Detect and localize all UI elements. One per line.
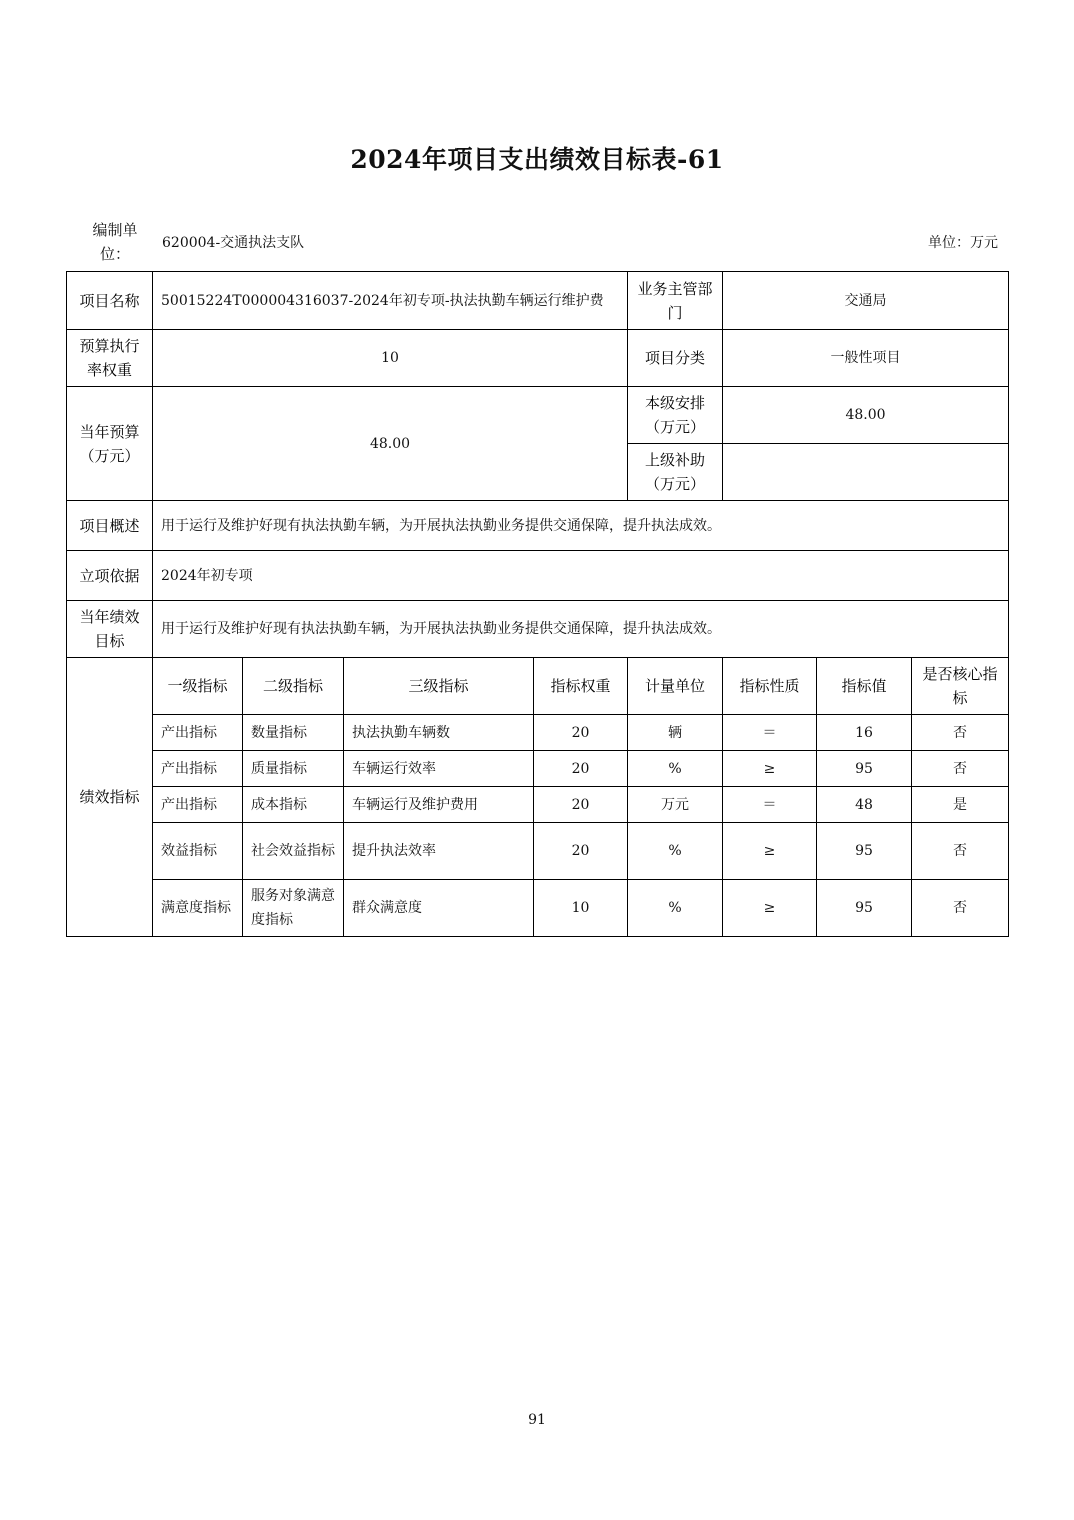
nature-cell: ＝ [723,787,817,823]
col-header-level3: 三级指标 [344,658,534,715]
row-goal [67,601,1009,658]
level2-cell: 服务对象满意度指标 [243,880,344,937]
project-name-label: 项目名称 [67,272,153,330]
col-header-core: 是否核心指标 [912,658,1009,715]
subsidy-label: 上级补助（万元） [628,444,723,501]
level2-cell: 社会效益指标 [243,823,344,880]
page-title: 2024年项目支出绩效目标表-61 [350,145,724,174]
page-number: 91 [528,1412,546,1428]
local-value: 48.00 [723,387,1009,444]
col-header-value: 指标值 [817,658,912,715]
indicator-row [67,880,1009,937]
core-cell: 否 [912,751,1009,787]
annual-budget-value: 48.00 [153,387,628,501]
row-basis [67,551,1009,601]
core-cell: 否 [912,715,1009,751]
weight-cell: 20 [534,751,628,787]
subsidy-value [723,444,1009,501]
level1-cell: 产出指标 [153,715,243,751]
currency-unit: 单位：万元 [928,235,998,251]
basis-value: 2024年初专项 [153,551,1009,601]
goal-value: 用于运行及维护好现有执法执勤车辆，为开展执法执勤业务提供交通保障，提升执法成效。 [153,601,1009,658]
budget-weight-value: 10 [153,330,628,387]
level3-cell: 执法执勤车辆数 [344,715,534,751]
level1-cell: 效益指标 [153,823,243,880]
indicator-header-row [67,658,1009,715]
dept-value: 交通局 [723,272,1009,330]
row-budget-weight [67,330,1009,387]
unit-cell: % [628,751,723,787]
annual-budget-label: 当年预算（万元） [67,387,153,501]
nature-cell: ＝ [723,715,817,751]
goal-label: 当年绩效目标 [67,601,153,658]
nature-cell: ≥ [723,751,817,787]
unit-name: 620004-交通执法支队 [162,235,305,251]
unit-cell: 万元 [628,787,723,823]
unit-cell: % [628,823,723,880]
nature-cell: ≥ [723,880,817,937]
level1-cell: 满意度指标 [153,880,243,937]
level1-cell: 产出指标 [153,787,243,823]
unit-label: 编制单位： [92,221,138,263]
value-cell: 48 [817,787,912,823]
level3-cell: 车辆运行及维护费用 [344,787,534,823]
indicator-row [67,751,1009,787]
core-cell: 是 [912,787,1009,823]
level1-cell: 产出指标 [153,751,243,787]
indicator-row [67,823,1009,880]
level3-cell: 群众满意度 [344,880,534,937]
weight-cell: 20 [534,715,628,751]
unit-cell: % [628,880,723,937]
col-header-nature: 指标性质 [723,658,817,715]
col-header-level1: 一级指标 [153,658,243,715]
overview-label: 项目概述 [67,501,153,551]
value-cell: 95 [817,823,912,880]
col-header-level2: 二级指标 [243,658,344,715]
category-label: 项目分类 [628,330,723,387]
level2-cell: 成本指标 [243,787,344,823]
level2-cell: 质量指标 [243,751,344,787]
value-cell: 95 [817,751,912,787]
category-value: 一般性项目 [723,330,1009,387]
value-cell: 16 [817,715,912,751]
budget-weight-label: 预算执行率权重 [67,330,153,387]
col-header-weight: 指标权重 [534,658,628,715]
project-name-value: 50015224T000004316037-2024年初专项-执法执勤车辆运行维护费 [153,272,628,330]
value-cell: 95 [817,880,912,937]
col-header-unit: 计量单位 [628,658,723,715]
indicators-section-label: 绩效指标 [67,658,153,937]
level2-cell: 数量指标 [243,715,344,751]
performance-target-table [66,271,1009,937]
indicator-row [67,715,1009,751]
row-overview [67,501,1009,551]
level3-cell: 提升执法效率 [344,823,534,880]
weight-cell: 20 [534,823,628,880]
row-project-name [67,272,1009,330]
local-label: 本级安排（万元） [628,387,723,444]
basis-label: 立项依据 [67,551,153,601]
unit-cell: 辆 [628,715,723,751]
level3-cell: 车辆运行效率 [344,751,534,787]
nature-cell: ≥ [723,823,817,880]
row-annual-budget [67,387,1009,444]
weight-cell: 20 [534,787,628,823]
core-cell: 否 [912,880,1009,937]
weight-cell: 10 [534,880,628,937]
indicator-row [67,787,1009,823]
overview-value: 用于运行及维护好现有执法执勤车辆，为开展执法执勤业务提供交通保障，提升执法成效。 [153,501,1009,551]
core-cell: 否 [912,823,1009,880]
dept-label: 业务主管部门 [628,272,723,330]
